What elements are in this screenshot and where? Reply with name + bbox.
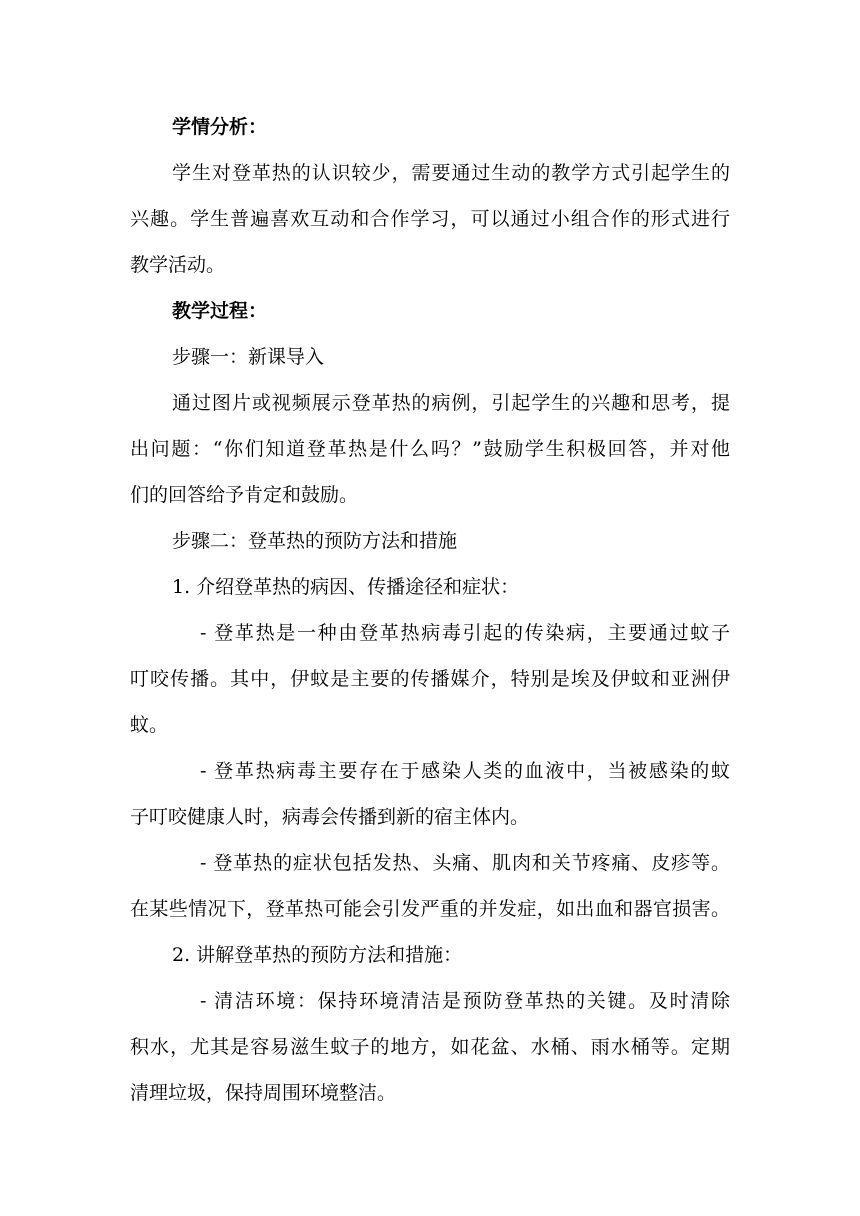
item1-bullet1-line-3: 蚊。: [130, 714, 169, 736]
item1-bullet1-line-1: - 登革热是一种由登革热病毒引起的传染病，主要通过蚊子: [200, 622, 730, 644]
item1-bullet2-line-1: - 登革热病毒主要存在于感染人类的血液中，当被感染的蚊: [200, 760, 730, 782]
item1-title: 1. 介绍登革热的病因、传播途径和症状：: [172, 576, 520, 598]
step1-line-3: 们的回答给予肯定和鼓励。: [130, 484, 359, 506]
item1-bullet2-line-2: 子叮咬健康人时，病毒会传播到新的宿主体内。: [130, 806, 530, 828]
step1-line-2: 出问题：“你们知道登革热是什么吗？”鼓励学生积极回答，并对他: [130, 438, 730, 460]
item1-bullet3-line-1: - 登革热的症状包括发热、头痛、肌肉和关节疼痛、皮疹等。: [200, 852, 730, 874]
analysis-line-1: 学生对登革热的认识较少，需要通过生动的教学方式引起学生的: [172, 162, 730, 184]
analysis-heading: 学情分析：: [172, 116, 268, 138]
step2-title: 步骤二：登革热的预防方法和措施: [172, 530, 458, 552]
process-heading: 教学过程：: [172, 300, 268, 322]
item1-bullet1-line-2: 叮咬传播。其中，伊蚊是主要的传播媒介，特别是埃及伊蚊和亚洲伊: [130, 668, 730, 690]
item1-bullet3-line-2: 在某些情况下，登革热可能会引发严重的并发症，如出血和器官损害。: [130, 898, 730, 920]
item2-bullet1-line-2: 积水，尤其是容易滋生蚊子的地方，如花盆、水桶、雨水桶等。定期: [130, 1036, 730, 1058]
item2-title: 2. 讲解登革热的预防方法和措施：: [172, 944, 463, 966]
analysis-line-2: 兴趣。学生普遍喜欢互动和合作学习，可以通过小组合作的形式进行: [130, 208, 730, 230]
item2-bullet1-line-1: - 清洁环境：保持环境清洁是预防登革热的关键。及时清除: [200, 990, 730, 1012]
analysis-line-3: 教学活动。: [130, 254, 226, 276]
step1-title: 步骤一：新课导入: [172, 346, 325, 368]
document-page: [130, 104, 730, 1116]
step1-line-1: 通过图片或视频展示登革热的病例，引起学生的兴趣和思考，提: [172, 392, 730, 414]
item2-bullet1-line-3: 清理垃圾，保持周围环境整洁。: [130, 1082, 397, 1104]
